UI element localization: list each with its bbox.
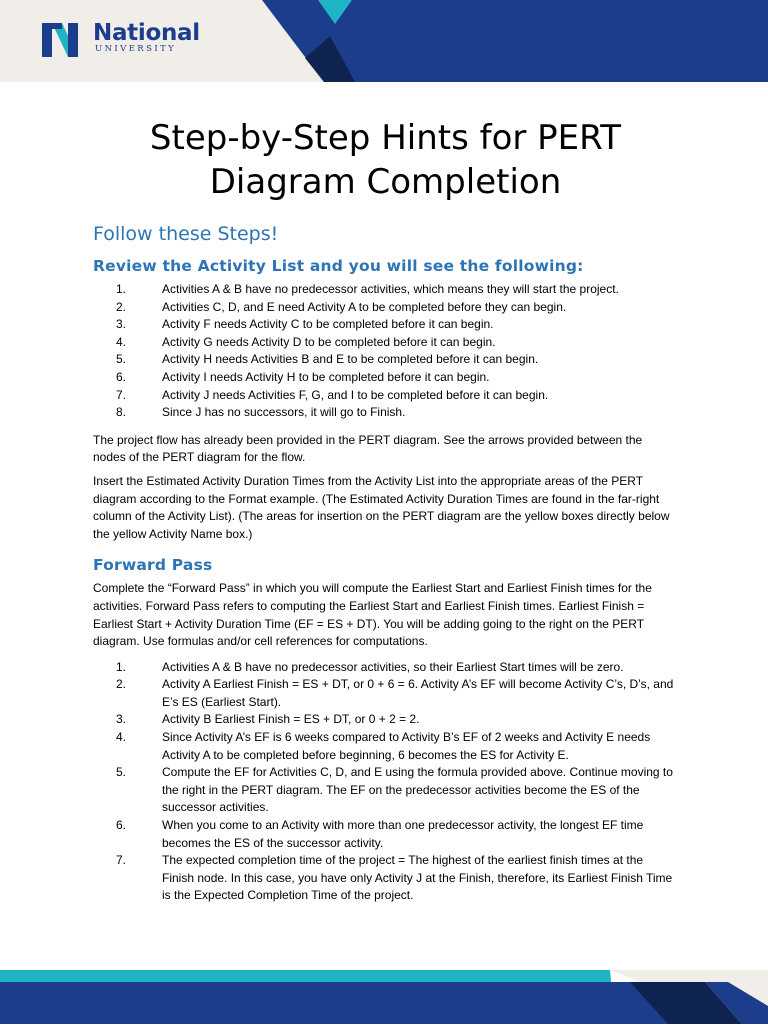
footer-banner-graphic (0, 966, 768, 1024)
list-text: Activity F needs Activity C to be completed before it can begin. (162, 317, 494, 332)
list-number: 4. (116, 730, 127, 745)
list-item (93, 852, 678, 905)
list-number: 6. (116, 369, 127, 384)
list-text: Activity H needs Activities B and E to be completed before it can begin. (162, 352, 539, 367)
activity-list (93, 281, 678, 422)
page-header (0, 0, 768, 82)
list-number: 3. (116, 712, 127, 727)
list-number: 7. (116, 853, 127, 868)
list-text: When you come to an Activity with more than one predecessor activity, the longest EF time becomes the ES of the successor activity. (162, 818, 644, 850)
list-item (93, 404, 678, 422)
list-item (93, 281, 678, 299)
title-line-1: Step-by-Step Hints for PERT (149, 118, 622, 158)
heading-review-activity-list: Review the Activity List and you will see the following: (93, 257, 584, 275)
list-item (93, 299, 678, 317)
list-item (93, 711, 678, 729)
list-number: 5. (116, 765, 127, 780)
list-number: 1. (116, 282, 127, 296)
list-number: 7. (116, 387, 127, 402)
list-item (93, 729, 678, 764)
list-item (93, 659, 678, 677)
national-university-logo-icon (42, 23, 88, 57)
list-text: Activities A & B have no predecessor activities, so their Earliest Start times will be zero. (162, 659, 624, 674)
list-text: The expected completion time of the project = The highest of the earliest finish times at the Finish node. In this case, you have only Activity J at the Finish, therefore, its Earliest Finish Time is the Expected Completion Time of the project. (162, 853, 673, 903)
list-number: 3. (116, 317, 127, 332)
forward-pass-steps (93, 659, 678, 905)
page-footer (0, 966, 768, 1024)
list-number: 4. (116, 334, 127, 349)
logo-subtitle: UNIVERSITY (95, 44, 177, 54)
list-item (93, 351, 678, 369)
logo-name: National (93, 20, 200, 46)
list-number: 5. (116, 352, 127, 367)
list-text: Activities C, D, and E need Activity A to be completed before they can begin. (162, 299, 567, 314)
list-number: 1. (116, 659, 127, 674)
logo (42, 20, 202, 60)
title-line-2: Diagram Completion (209, 162, 562, 202)
list-number: 2. (116, 299, 127, 314)
list-item (93, 316, 678, 334)
list-item (93, 676, 678, 711)
list-text: Since Activity A’s EF is 6 weeks compared to Activity B’s EF of 2 weeks and Activity E needs Activity A to be completed before beginning, 6 becomes the ES for Activity E. (162, 730, 651, 762)
list-item (93, 334, 678, 352)
list-number: 8. (116, 405, 127, 420)
list-number: 2. (116, 677, 127, 692)
paragraph-project-flow: The project flow has already been provided in the PERT diagram. See the arrows provided between the nodes of the PERT diagram for the flow. (93, 432, 643, 465)
paragraph-forward-pass: Complete the “Forward Pass” in which you will compute the Earliest Start and Earliest Finish times for the activities. Forward Pass refers to computing the Earliest Start and Earliest Finish times. Earliest Finish = Earliest Start + Activity Duration Time (EF = ES + DT). You will be adding going to the right on the PERT diagram. Use formulas and/or cell references for computations. (93, 581, 652, 649)
list-item (93, 369, 678, 387)
list-text: Activity I needs Activity H to be completed before it can begin. (162, 369, 490, 384)
list-text: Since J has no successors, it will go to Finish. (162, 405, 406, 420)
heading-forward-pass: Forward Pass (93, 556, 213, 575)
heading-follow-steps: Follow these Steps! (93, 223, 279, 245)
list-text: Activity J needs Activities F, G, and I to be completed before it can begin. (162, 387, 549, 402)
list-text: Activities A & B have no predecessor activities, which means they will start the project. (162, 282, 619, 296)
list-item (93, 764, 678, 817)
list-item (93, 387, 678, 405)
list-item (93, 817, 678, 852)
list-text: Activity B Earliest Finish = ES + DT, or 0 + 2 = 2. (162, 712, 420, 727)
list-text: Activity G needs Activity D to be completed before it can begin. (162, 334, 496, 349)
paragraph-insert-durations: Insert the Estimated Activity Duration Times from the Activity List into the appropriate areas of the PERT diagram according to the Format example. (The Estimated Activity Duration Times are found in the far-right column of the Activity List). (The areas for insertion on the PERT diagram are the yellow boxes directly below the yellow Activity Name box.) (93, 473, 670, 541)
list-text: Activity A Earliest Finish = ES + DT, or 0 + 6 = 6. Activity A’s EF will become Activity C’s, D’s, and E’s ES (Earliest Start). (162, 677, 674, 709)
list-text: Compute the EF for Activities C, D, and E using the formula provided above. Continue moving to the right in the PERT diagram. The EF on the predecessor activities become the ES of the successor activities. (162, 765, 673, 815)
list-number: 6. (116, 818, 127, 833)
document-body (93, 116, 678, 905)
document-title (93, 116, 678, 204)
